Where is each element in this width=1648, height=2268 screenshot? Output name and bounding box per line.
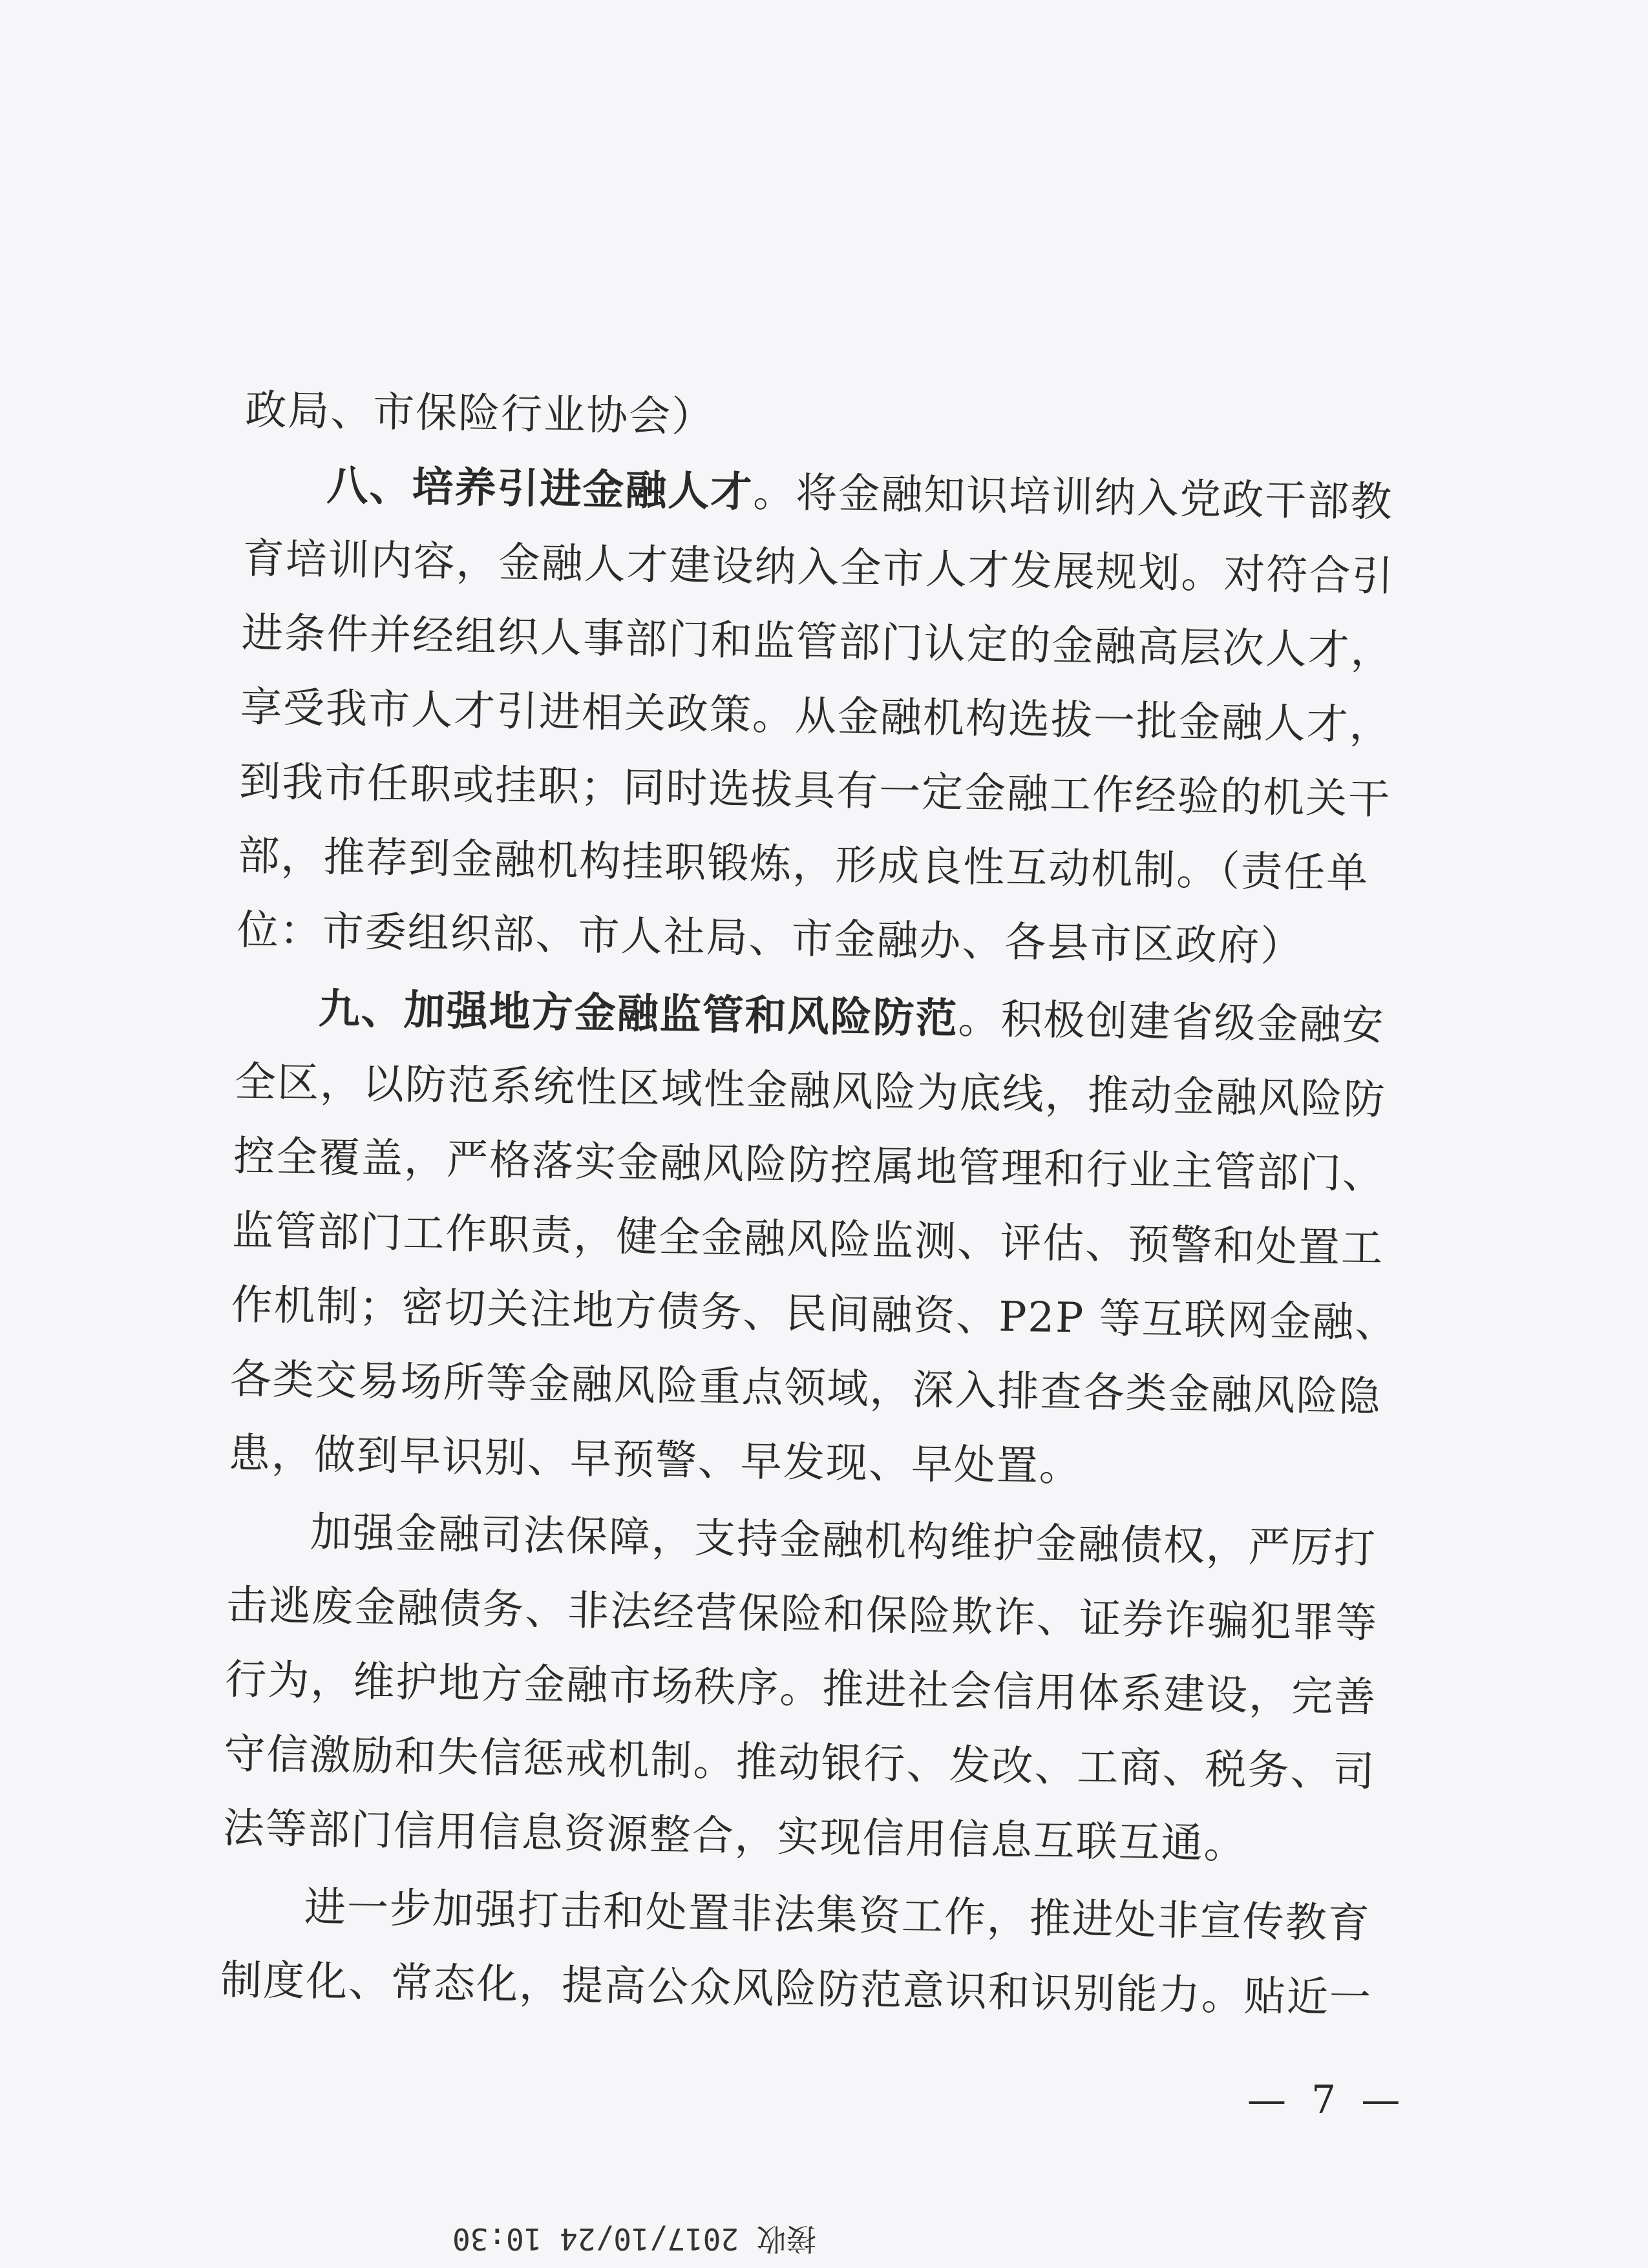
text-line: 监管部门工作职责，健全金融风险监测、评估、预警和处置工 xyxy=(231,1206,1384,1273)
text-line: 各类交易场所等金融风险重点领域，深入排查各类金融风险隐 xyxy=(229,1355,1382,1422)
text-line: 守信激励和失信惩戒机制。推动银行、发改、工商、税务、司 xyxy=(224,1730,1376,1796)
paragraph-heading-line xyxy=(318,980,1385,1055)
text-line: 政局、市保险行业协会） xyxy=(244,386,715,442)
text-line: 进一步加强打击和处置非法集资工作，推进处非宣传教育 xyxy=(304,1883,1371,1948)
receipt-stamp: 接收 2017/10/24 10:30 xyxy=(452,2221,816,2256)
section-heading-9: 九、加强地方金融监管和风险防范 xyxy=(318,984,959,1044)
text-line: 位：市委组织部、市人社局、市金融办、各县市区政府） xyxy=(237,906,1304,971)
text-line: 控全覆盖，严格落实金融风险防控属地管理和行业主管部门、 xyxy=(233,1132,1386,1199)
text-line: 到我市任职或挂职；同时选拔具有一定金融工作经验的机关干 xyxy=(238,757,1391,824)
text-line: 享受我市人才引进相关政策。从金融机构选拔一批金融人才， xyxy=(240,683,1393,750)
text-segment: 。积极创建省级金融安 xyxy=(958,995,1386,1050)
text-line: 制度化、常态化，提高公众风险防范意识和识别能力。贴近一 xyxy=(220,1956,1373,2022)
text-line: 部，推荐到金融机构挂职锻炼，形成良性互动机制。（责任单 xyxy=(237,832,1369,898)
text-line: 全区，以防范系统性区域性金融风险为底线，推动金融风险防 xyxy=(234,1058,1387,1124)
text-line: 进条件并经组织人事部门和监管部门认定的金融高层次人才， xyxy=(241,609,1394,675)
document-body xyxy=(220,381,1399,2022)
text-line: 作机制；密切关注地方债务、民间融资、P2P 等互联网金融、 xyxy=(230,1281,1399,1348)
page-number: — 7 — xyxy=(1247,2077,1407,2123)
text-line: 加强金融司法保障，支持金融机构维护金融债权，严厉打 xyxy=(310,1508,1377,1573)
text-line: 法等部门信用信息资源整合，实现信用信息互联互通。 xyxy=(222,1804,1247,1869)
text-line: 患，做到早识别、早预警、早发现、早处置。 xyxy=(228,1429,1083,1491)
text-segment: 。将金融知识培训纳入党政干部教 xyxy=(752,468,1393,527)
paragraph-heading-line xyxy=(326,457,1393,532)
text-line: 击逃废金融债务、非法经营保险和保险欺诈、证券诈骗犯罪等 xyxy=(226,1581,1379,1648)
text-line: 育培训内容，金融人才建设纳入全市人才发展规划。对符合引 xyxy=(242,534,1395,601)
text-line: 行为，维护地方金融市场秩序。推进社会信用体系建设，完善 xyxy=(224,1655,1377,1722)
section-heading-8: 八、培养引进金融人才 xyxy=(326,461,754,517)
